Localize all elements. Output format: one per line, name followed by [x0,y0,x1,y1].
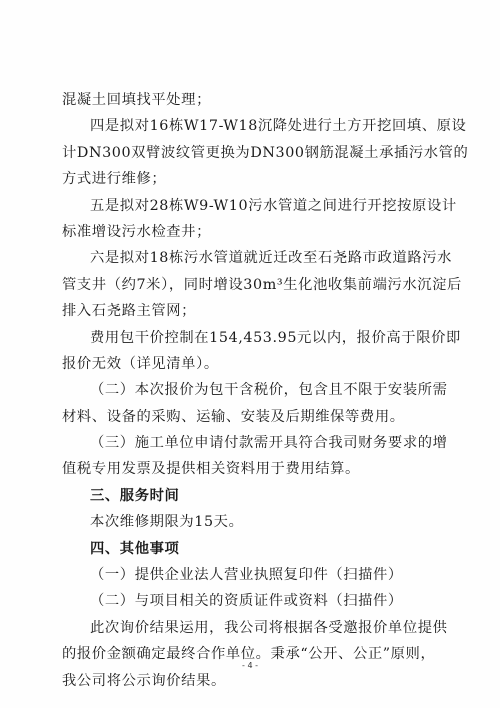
heading-other-matters [62,541,442,567]
text-line: 管支井（约7米），同时增设30m³生化池收集前端污水沉淀后 [62,276,462,293]
text-line: （一）提供企业法人营业执照复印件（扫描件） [90,567,403,584]
text-line: 本次维修期限为15天。 [90,514,244,531]
text-line: 方式进行维修； [62,171,167,188]
text-line: 六是拟对18栋污水管道就近迁改至石尧路市政道路污水 [90,250,453,267]
para-other-1 [62,567,442,593]
heading-service-time [62,488,442,514]
text-line: （二）本次报价为包干含税价，包含且不限于安装所需 [90,382,448,399]
para-price-2 [62,382,448,435]
para-item-5 [62,197,457,251]
text-line: 计DN300双臂波纹管更换为DN300钢筋混凝土承插污水管的 [62,144,469,161]
para-item-6 [62,250,462,329]
para-fee [62,329,461,383]
section-heading: 四、其他事项 [90,540,180,557]
text-line: 费用包干价控制在154,453.95元以内，报价高于限价即 [90,329,461,346]
text-line: 我公司将公示询价结果。 [62,672,226,689]
text-line: 的报价金额确定最终合作单位。秉承“公开、公正”原则， [62,646,436,663]
text-line: 混凝土回填找平处理； [62,92,211,108]
para-item-4 [62,118,469,197]
document-body [62,92,469,690]
text-line: 报价无效（详见清单）。 [62,355,219,372]
text-line: 材料、设备的采购、运输、安装及后期维保等费用。 [62,408,405,425]
text-line: 四是拟对16栋W17-W18沉降处进行土方开挖回填、原设 [90,118,467,135]
page-number: - 4 - [242,661,258,670]
text-line: 五是拟对28栋W9-W10污水管道之间进行开挖按原设计 [90,197,457,214]
para-price-3 [62,435,448,488]
para-result [62,619,448,690]
text-line: 标准增设污水检查井； [62,223,211,240]
text-line: （二）与项目相关的资质证件或资料（扫描件） [90,593,403,610]
para-service-period [62,514,442,540]
section-heading: 三、服务时间 [90,487,180,504]
para-continuation [62,92,442,118]
text-line: 排入石尧路主管网； [62,303,197,320]
text-line: 此次询价结果运用，我公司将根据各受邀报价单位提供 [90,619,448,636]
text-line: 值税专用发票及提供相关资料用于费用结算。 [62,461,360,478]
text-line: （三）施工单位申请付款需开具符合我司财务要求的增 [90,435,448,452]
para-other-2 [62,593,442,619]
